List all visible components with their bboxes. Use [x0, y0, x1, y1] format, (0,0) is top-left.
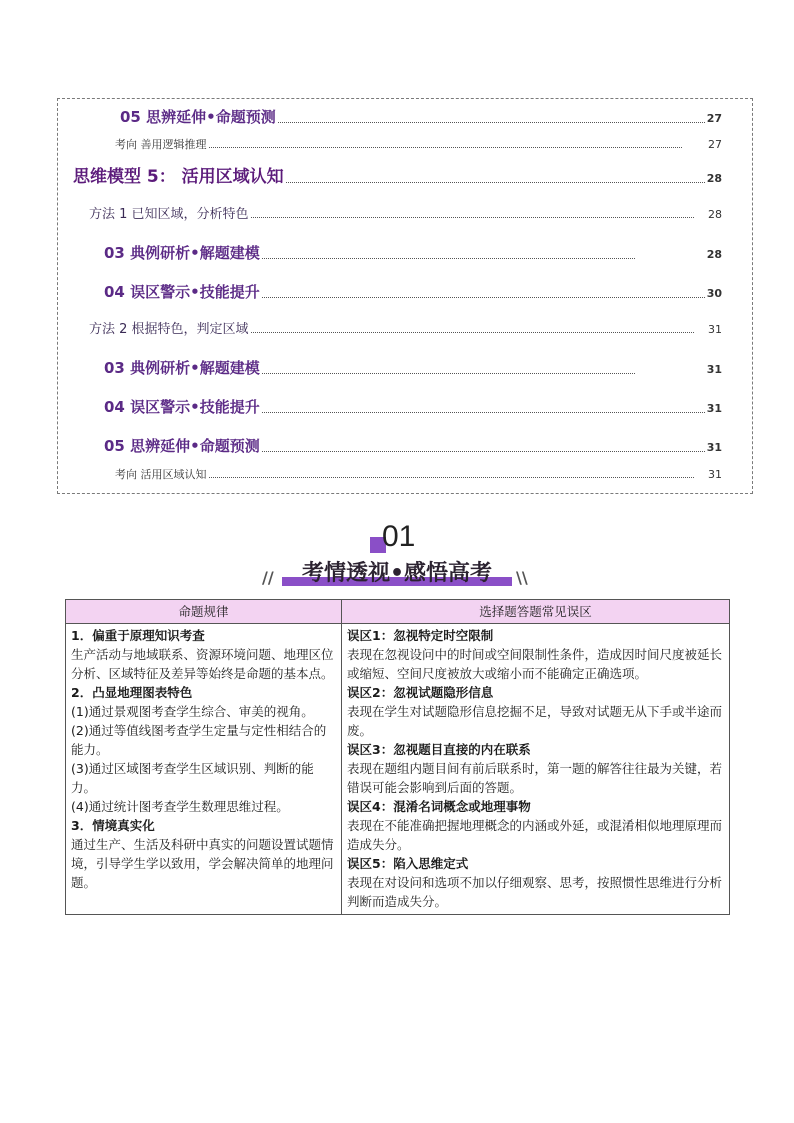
- toc-entry[interactable]: [89, 318, 722, 337]
- toc-page-number: 27: [708, 138, 722, 151]
- toc-entry[interactable]: [104, 435, 722, 456]
- toc-entry[interactable]: [89, 203, 722, 222]
- left-slash-decoration: //: [262, 568, 274, 587]
- rule-text: (1)通过景观图考查学生综合、审美的视角。: [71, 704, 314, 719]
- rule-text: 生产活动与地域联系、资源环境问题、地理区位分析、区域特征及差异等始终是命题的基本点。: [71, 647, 334, 681]
- toc-section-number: 05: [104, 437, 125, 455]
- toc-section-number: 04: [104, 283, 125, 301]
- toc-page-number: 31: [706, 402, 722, 415]
- toc-leader: [262, 411, 705, 413]
- mistake-heading: 误区1：忽视特定时空限制: [347, 628, 494, 643]
- toc-leader: [209, 476, 695, 478]
- toc-entry-label: 误区警示•技能提升: [130, 283, 260, 301]
- toc-page-number: 31: [706, 441, 722, 454]
- rule-text: (2)通过等值线图考查学生定量与定性相结合的能力。: [71, 723, 327, 757]
- toc-page-number: 28: [706, 172, 722, 185]
- toc-leader: [262, 257, 635, 259]
- toc-page-number: 28: [706, 248, 722, 261]
- toc-entry-label: 典例研析•解题建模: [130, 359, 260, 377]
- toc-leader: [262, 296, 705, 298]
- table-header-row: [66, 600, 730, 624]
- mistake-heading: 误区4：混淆名词概念或地理事物: [347, 799, 531, 814]
- table-row: [66, 624, 730, 915]
- rule-heading: 3．情境真实化: [71, 818, 155, 833]
- toc-entry-label: 思辨延伸•命题预测: [146, 108, 276, 126]
- column-header-mistakes: 选择题答题常见误区: [342, 600, 730, 624]
- toc-leader: [278, 121, 705, 123]
- section-number: 01: [382, 520, 416, 553]
- toc-section-number: 03: [104, 244, 125, 262]
- toc-leader: [209, 146, 683, 148]
- mistake-text: 表现在对设问和选项不加以仔细观察、思考，按照惯性思维进行分析判断而造成失分。: [347, 875, 723, 909]
- toc-leader: [262, 450, 705, 452]
- mistakes-cell: [342, 624, 730, 915]
- toc-entry[interactable]: [104, 357, 722, 378]
- mistake-text: 表现在学生对试题隐形信息挖掘不足，导致对试题无从下手或半途而废。: [347, 704, 723, 738]
- toc-entry-label: 考向 活用区域认知: [115, 468, 207, 481]
- column-header-rules: 命题规律: [66, 600, 342, 624]
- toc-section-number: 05: [120, 108, 141, 126]
- mistake-heading: 误区3：忽视题目直接的内在联系: [347, 742, 531, 757]
- rule-text: (3)通过区域图考查学生区域识别、判断的能力。: [71, 761, 314, 795]
- rule-heading: 1．偏重于原理知识考查: [71, 628, 205, 643]
- toc-leader: [251, 216, 694, 218]
- rules-cell: [66, 624, 342, 915]
- rule-text: 通过生产、生活及科研中真实的问题设置试题情境，引导学生学以致用，学会解决简单的地理问题。: [71, 837, 334, 890]
- toc-leader: [251, 331, 694, 333]
- toc-page-number: 28: [708, 208, 722, 221]
- toc-page-number: 31: [708, 323, 722, 336]
- mistake-heading: 误区2：忽视试题隐形信息: [347, 685, 494, 700]
- toc-entry-label: 思维模型 5： 活用区域认知: [73, 167, 284, 187]
- rule-heading: 2．凸显地理图表特色: [71, 685, 193, 700]
- mistake-text: 表现在忽视设问中的时间或空间限制性条件，造成因时间尺度被延长或缩短、空间尺度被放大或缩小而不能确定正确选项。: [347, 647, 723, 681]
- section-title: 考情透视•感悟高考: [301, 561, 493, 586]
- toc-page-number: 31: [708, 468, 722, 481]
- toc-entry[interactable]: [73, 162, 722, 187]
- toc-leader: [262, 372, 635, 374]
- mistake-heading: 误区5：陷入思维定式: [347, 856, 469, 871]
- toc-entry[interactable]: [104, 281, 722, 302]
- rule-text: (4)通过统计图考查学生数理思维过程。: [71, 799, 289, 814]
- mistake-text: 表现在题组内题目间有前后联系时，第一题的解答往往最为关键，若错误可能会影响到后面的答题。: [347, 761, 723, 795]
- toc-entry[interactable]: [104, 396, 722, 417]
- mistake-text: 表现在不能准确把握地理概念的内涵或外延，或混淆相似地理原理而造成失分。: [347, 818, 723, 852]
- toc-leader: [286, 181, 705, 183]
- toc-entry-label: 考向 善用逻辑推理: [115, 138, 207, 151]
- right-slash-decoration: \\: [516, 568, 528, 587]
- toc-entry-label: 误区警示•技能提升: [130, 398, 260, 416]
- toc-page-number: 27: [706, 112, 722, 125]
- toc-section-number: 04: [104, 398, 125, 416]
- exam-analysis-table: [65, 599, 730, 915]
- toc-entry[interactable]: [104, 242, 722, 263]
- toc-entry-label: 典例研析•解题建模: [130, 244, 260, 262]
- toc-page-number: 30: [706, 287, 722, 300]
- toc-entry[interactable]: [120, 106, 722, 127]
- toc-entry[interactable]: [115, 136, 722, 152]
- toc-entry-label: 思辨延伸•命题预测: [130, 437, 260, 455]
- toc-page-number: 31: [706, 363, 722, 376]
- toc-section-number: 03: [104, 359, 125, 377]
- section-heading: [0, 520, 794, 590]
- toc-entry-label: 方法 1 已知区域，分析特色: [89, 207, 249, 222]
- toc-entry[interactable]: [115, 466, 722, 482]
- toc-entry-label: 方法 2 根据特色，判定区域: [89, 322, 249, 337]
